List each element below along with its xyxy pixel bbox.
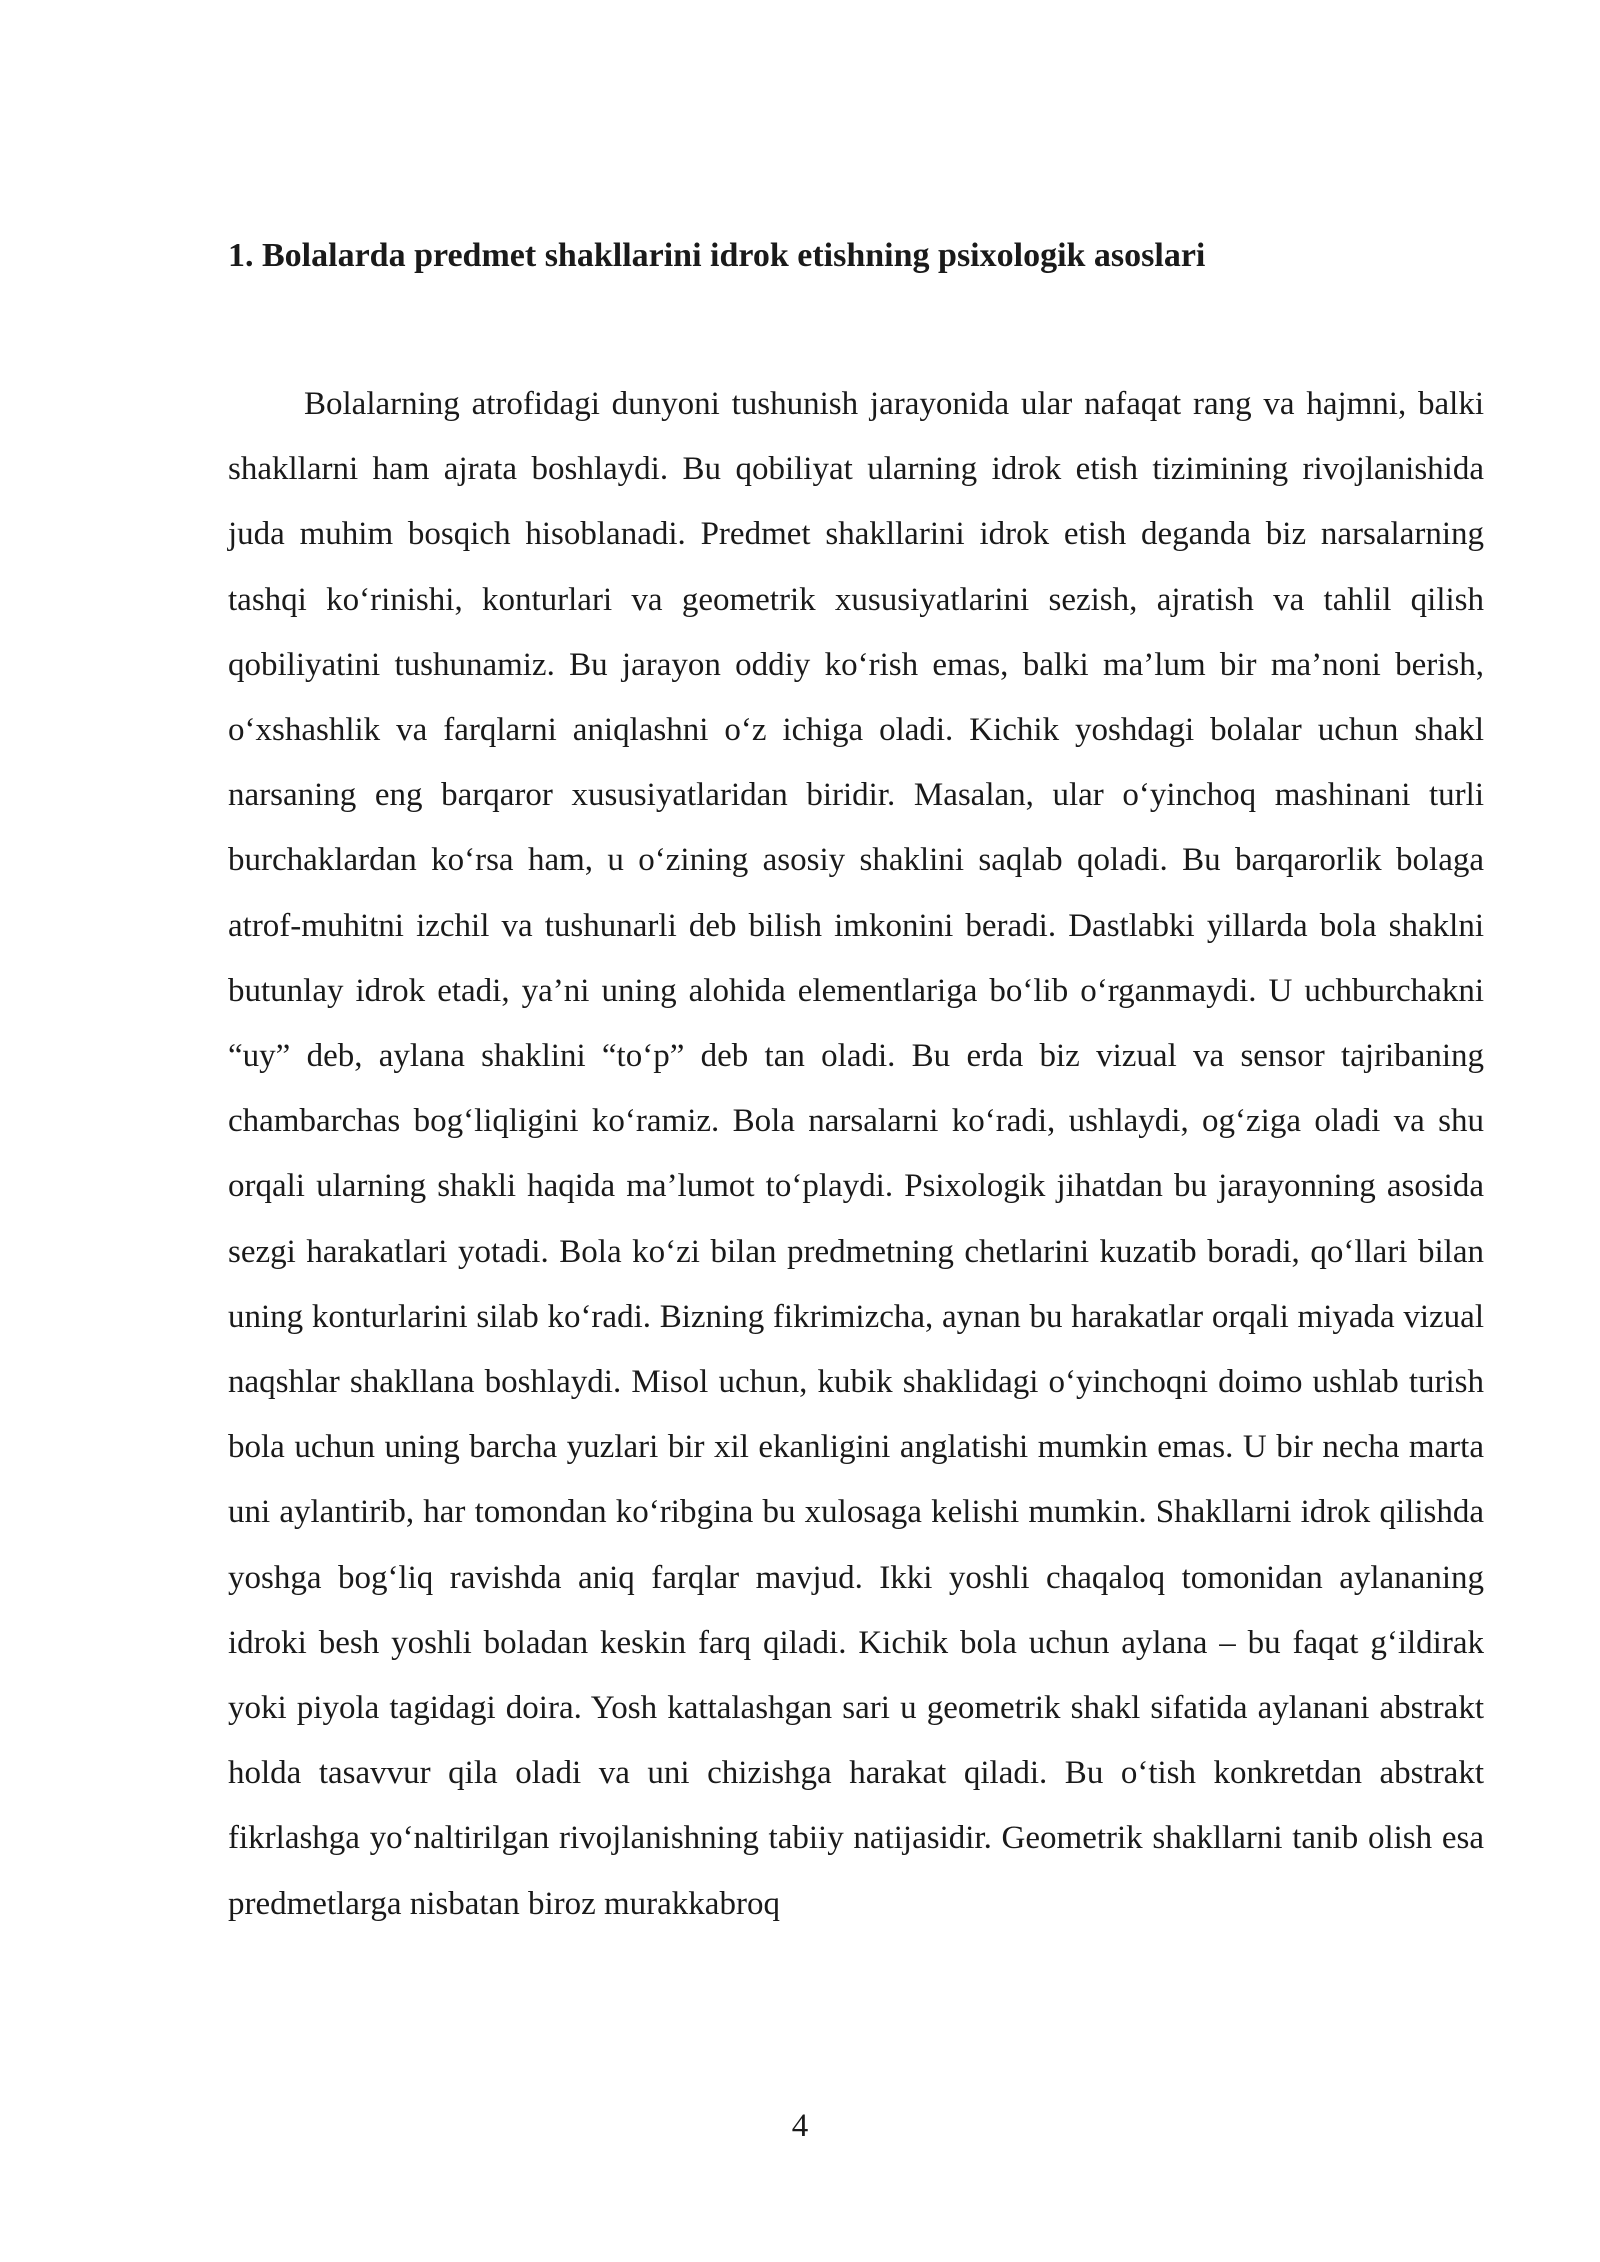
body-paragraph: Bolalarning atrofidagi dunyoni tushunish jarayonida ular nafaqat rang va hajmni, balki shakllarni ham ajrata boshlaydi. Bu qobiliyat ularning idrok etish tizimining rivojlanishida juda muhim bosqich hisoblanadi. Predmet shakllarini idrok etish deganda biz narsalarning tashqi ko‘rinishi, konturlari va geometrik xususiyatlarini sezish, ajratish va tahlil qilish qobiliyatini tushunamiz. Bu jarayon oddiy ko‘rish emas, balki ma’lum bir ma’noni berish, o‘xshashlik va farqlarni aniqlashni o‘z ichiga oladi. Kichik yoshdagi bolalar uchun shakl narsaning eng barqaror xususiyatlaridan biridir. Masalan, ular o‘yinchoq mashinani turli burchaklardan ko‘rsa ham, u o‘zining asosiy shaklini saqlab qoladi. Bu barqarorlik bolaga atrof-muhitni izchil va tushunarli deb bilish imkonini beradi. Dastlabki yillarda bola shaklni butunlay idrok etadi, ya’ni uning alohida elementlariga bo‘lib o‘rganmaydi. U uchburchakni “uy” deb, aylana shaklini “to‘p” deb tan oladi. Bu erda biz vizual va sensor tajribaning chambarchas bog‘liqligini ko‘ramiz. Bola narsalarni ko‘radi, ushlaydi, og‘ziga oladi va shu orqali ularning shakli haqida ma’lumot to‘playdi. Psixologik jihatdan bu jarayonning asosida sezgi harakatlari yotadi. Bola ko‘zi bilan predmetning chetlarini kuzatib boradi, qo‘llari bilan uning konturlarini silab ko‘radi. Bizning fikrimizcha, aynan bu harakatlar orqali miyada vizual naqshlar shakllana boshlaydi. Misol uchun, kubik shaklidagi o‘yinchoqni doimo ushlab turish bola uchun uning barcha yuzlari bir xil ekanligini anglatishi mumkin emas. U bir necha marta uni aylantirib, har tomondan ko‘ribgina bu xulosaga kelishi mumkin. Shakllarni idrok qilishda yoshga bog‘liq ravishda aniq farqlar mavjud. Ikki yoshli chaqaloq tomonidan aylananing idroki besh yoshli boladan keskin farq qiladi. Kichik bola uchun aylana – bu faqat g‘ildirak yoki piyola tagidagi doira. Yosh kattalashgan sari u geometrik shakl sifatida aylanani abstrakt holda tasavvur qila oladi va uni chizishga harakat qiladi. Bu o‘tish konkretdan abstrakt fikrlashga yo‘naltirilgan rivojlanishning tabiiy natijasidir. Geometrik shakllarni tanib olish esa predmetlarga nisbatan biroz murakkabroq [228, 386, 1484, 1922]
section-heading: 1. Bolalarda predmet shakllarini idrok etishning psixologik asoslari [228, 237, 1206, 274]
page-number: 4 [791, 2108, 809, 2144]
